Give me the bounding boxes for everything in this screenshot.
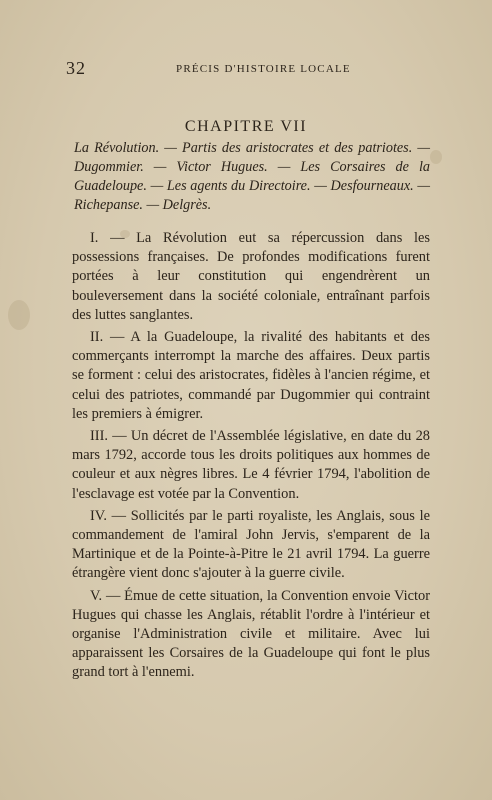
paragraph-2: II. — A la Guadeloupe, la rivalité des habitants et des commerçants interrompt la marche des affaires. Deux partis se forment : celui des aristocrates, fidèles à l'ancien régime, et celui des patriotes, commandé par Dugommier qui contraint les premiers à émigrer. xyxy=(72,329,430,422)
paragraph-1: I. — La Révolution eut sa répercussion dans les possessions françaises. De profondes modifications furent portées à leur constitution qui engendrèrent un bouleversement dans la société coloniale, entraînant parfois des luttes sanglantes. xyxy=(72,230,430,323)
chapter-summary: La Révolution. — Partis des aristocrates et des patriotes. — Dugommier. — Victor Hugues. — Les Corsaires de la Guadeloupe. — Les agents du Directoire. — Desfourneaux. — Richepanse. — Delgrès. xyxy=(74,140,430,213)
paper-stain xyxy=(430,150,442,164)
paragraph-5: V. — Émue de cette situation, la Convention envoie Victor Hugues qui chasse les Anglais, rétablit l'ordre à l'intérieur et organise l'Administration civile et militaire. Avec lui apparaissent les Corsaires de la Guadeloupe qui font le plus grand tort à l'ennemi. xyxy=(72,587,430,681)
page-header xyxy=(66,58,432,82)
page-number: 32 xyxy=(66,58,86,78)
paragraph-4: IV. — Sollicités par le parti royaliste, les Anglais, sous le commandement de l'amiral John Jervis, s'emparent de la Martinique et de la Pointe-à-Pitre le 21 avril 1794. La guerre étrangère vient donc s'ajouter à la guerre civile. xyxy=(72,507,430,582)
chapter-title: CHAPITRE VII xyxy=(184,118,308,135)
running-title: PRÉCIS D'HISTOIRE LOCALE xyxy=(176,63,351,75)
paragraph-3: III. — Un décret de l'Assemblée législative, en date du 28 mars 1792, accorde tous les droits politiques aux hommes de couleur et aux nègres libres. Le 4 février 1794, l'abolition de l'esclavage est votée par la Convention. xyxy=(72,428,430,502)
chapter-body xyxy=(72,229,430,686)
paper-stain xyxy=(8,300,30,330)
